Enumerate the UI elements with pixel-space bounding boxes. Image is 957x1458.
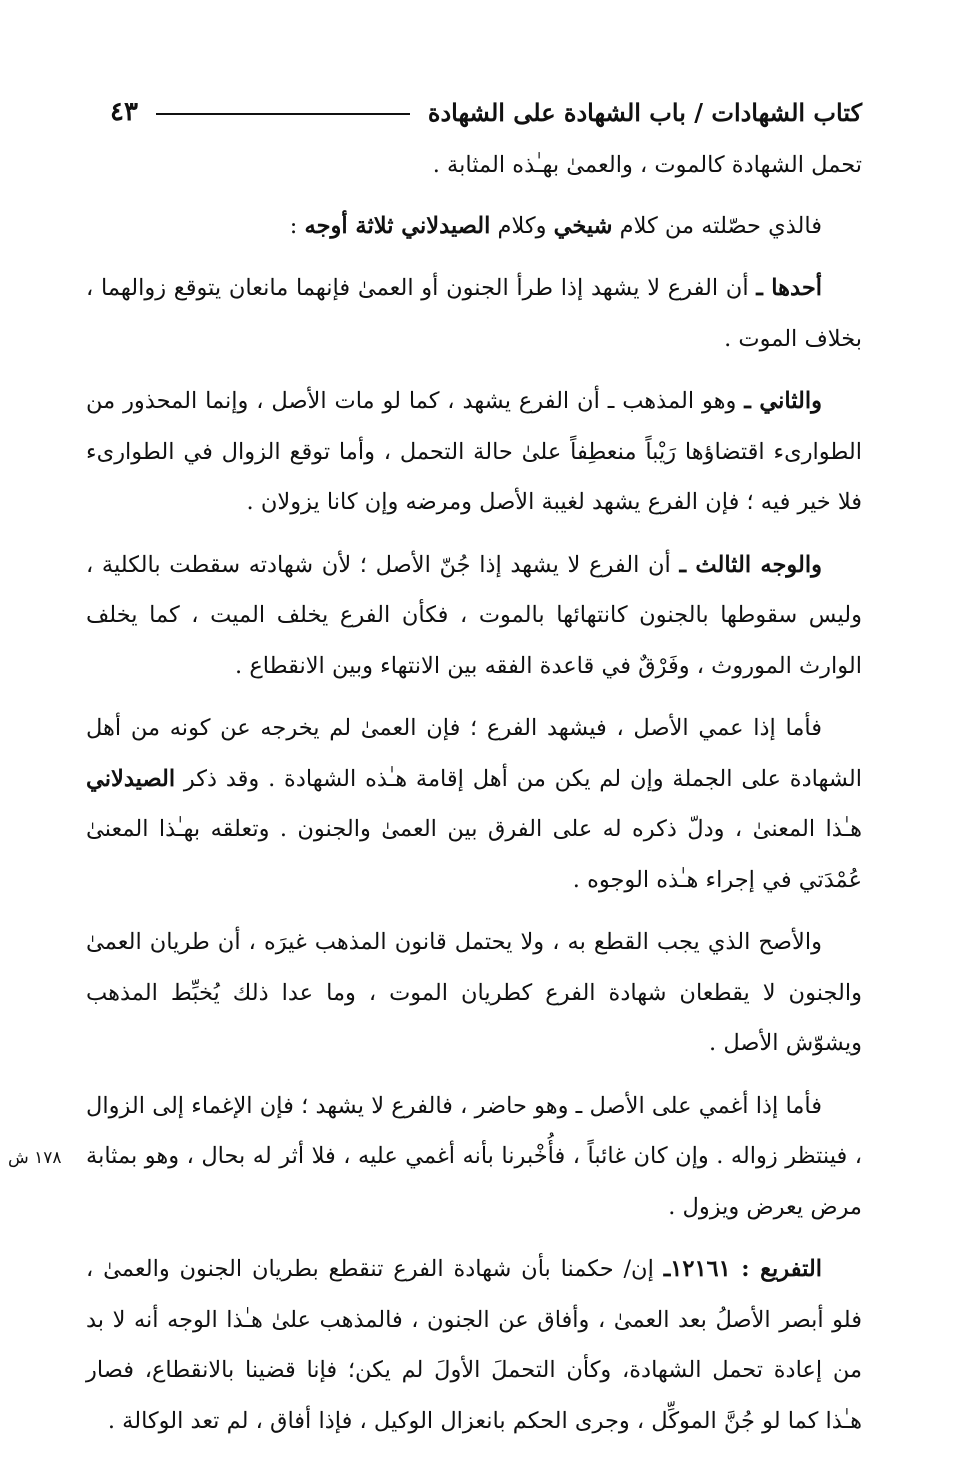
paragraph-text: تحمل الشهادة كالموت ، والعمىٰ بهـٰذه المثابة .	[432, 152, 862, 178]
paragraph-text: وكلام	[490, 212, 554, 239]
paragraph-lead: والثاني ـ	[744, 388, 822, 414]
paragraph-text: أن الفرع لا يشهد إذا طرأ الجنون أو العمىٰ فإنهما مانعان يتوقع زوالهما ، بخلاف الموت .	[86, 275, 862, 352]
paragraph-text: وهو المذهب ـ أن الفرع يشهد ، كما لو مات الأصل ، وإنما المحذور من الطوارىء اقتضاؤها رَيْباً منعطِفاً علىٰ حالة التحمل ، وأما توقع الزوال في الطوارىء فلا خير فيه ؛ فإن الفرع يشهد لغيبة الأصل ومرضه وإن كانا يزولان .	[86, 388, 862, 515]
header-rule	[156, 113, 410, 115]
paragraph-text: :	[289, 212, 305, 239]
paragraph-text: فأما إذا أغمي على الأصل ـ وهو حاضر ، فالفرع لا يشهد ؛ فإن الإغماء إلى الزوال ، فينتظر زواله . وإن كان غائباً ، فأُخْبرنا بأنه أغمي عليه ، فلا أثر له بحال ، وهو بمثابة مرض يعرض ويزول .	[86, 1092, 862, 1220]
bold-term: شيخي	[553, 212, 613, 239]
paragraph-text: إن/ حكمنا بأن شهادة الفرع تنقطع بطريان الجنون والعمىٰ ، فلو أبصر الأصلُ بعد العمىٰ ، وأفاق عن الجنون ، فالمذهب علىٰ هـٰذا الوجه أنه لا بد من إعادة تحمل الشهادة، وكأن التحملَ الأولَ لم يكن؛ فإنا قضينا بالانقطاع، فصار هـٰذا كما لو جُنَّ الموكِّل ، وجرى الحكم بانعزال الوكيل ، فإذا أفاق ، لم تعد الوكالة .	[86, 1256, 862, 1434]
page-body	[86, 140, 862, 1458]
paragraph-soundest	[86, 917, 862, 1069]
paragraph-lead: أحدها ـ	[756, 275, 822, 301]
paragraph-continuation	[86, 140, 862, 191]
paragraph-text: أن الفرع لا يشهد إذا جُنّ الأصل ؛ لأن شهادته سقطت بالكلية ، وليس سقوطها بالجنون كانتهائها بالموت ، فكأن الفرع يخلف الميت ، كما يخلف الوارث الموروث ، وفَرْقٌ في قاعدة الفقه بين الانتهاء وبين الانقطاع .	[86, 551, 862, 679]
paragraph-lead: والوجه الثالث ـ	[679, 551, 822, 578]
bold-term: الصيدلاني	[86, 765, 176, 792]
paragraph-intro	[86, 201, 862, 252]
paragraph-lead: التفريع : ١٢١٦١ـ	[663, 1256, 823, 1282]
paragraph-second-view	[86, 376, 862, 528]
manuscript-folio-note: ١٧٨ ش	[8, 1148, 62, 1168]
paragraph-text: فالذي حصّلته من كلام	[612, 212, 822, 239]
page-number: ٤٣	[110, 97, 138, 127]
paragraph-text: هـٰذا المعنىٰ ، ودلّ ذكره له على الفرق بين العمىٰ والجنون . وتعلقه بهـٰذا المعنىٰ عُمْدَتي في إجراء هـٰذه الوجوه .	[86, 816, 862, 893]
running-header	[110, 92, 862, 132]
paragraph-tafri	[86, 1244, 862, 1446]
paragraph-fainting	[86, 1081, 862, 1233]
bold-term: الصيدلاني ثلاثة أوجه	[304, 212, 491, 239]
paragraph-first-view	[86, 263, 862, 364]
paragraph-blindness	[86, 703, 862, 905]
header-title: كتاب الشهادات / باب الشهادة على الشهادة	[427, 97, 862, 127]
paragraph-third-view	[86, 540, 862, 692]
paragraph-text: فأما إذا عمي الأصل ، فيشهد الفرع ؛ فإن العمىٰ لم يخرجه عن كونه من أهل الشهادة على الجملة وإن لم يكن من أهل إقامة هـٰذه الشهادة . وقد ذكر	[86, 715, 862, 792]
paragraph-text: والأصح الذي يجب القطع به ، ولا يحتمل قانون المذهب غيرَه ، أن طريان العمىٰ والجنون لا يقطعان شهادة الفرع كطريان الموت ، وما عدا ذلك يُخبِّط المذهب ويشوّش الأصل .	[86, 929, 862, 1056]
